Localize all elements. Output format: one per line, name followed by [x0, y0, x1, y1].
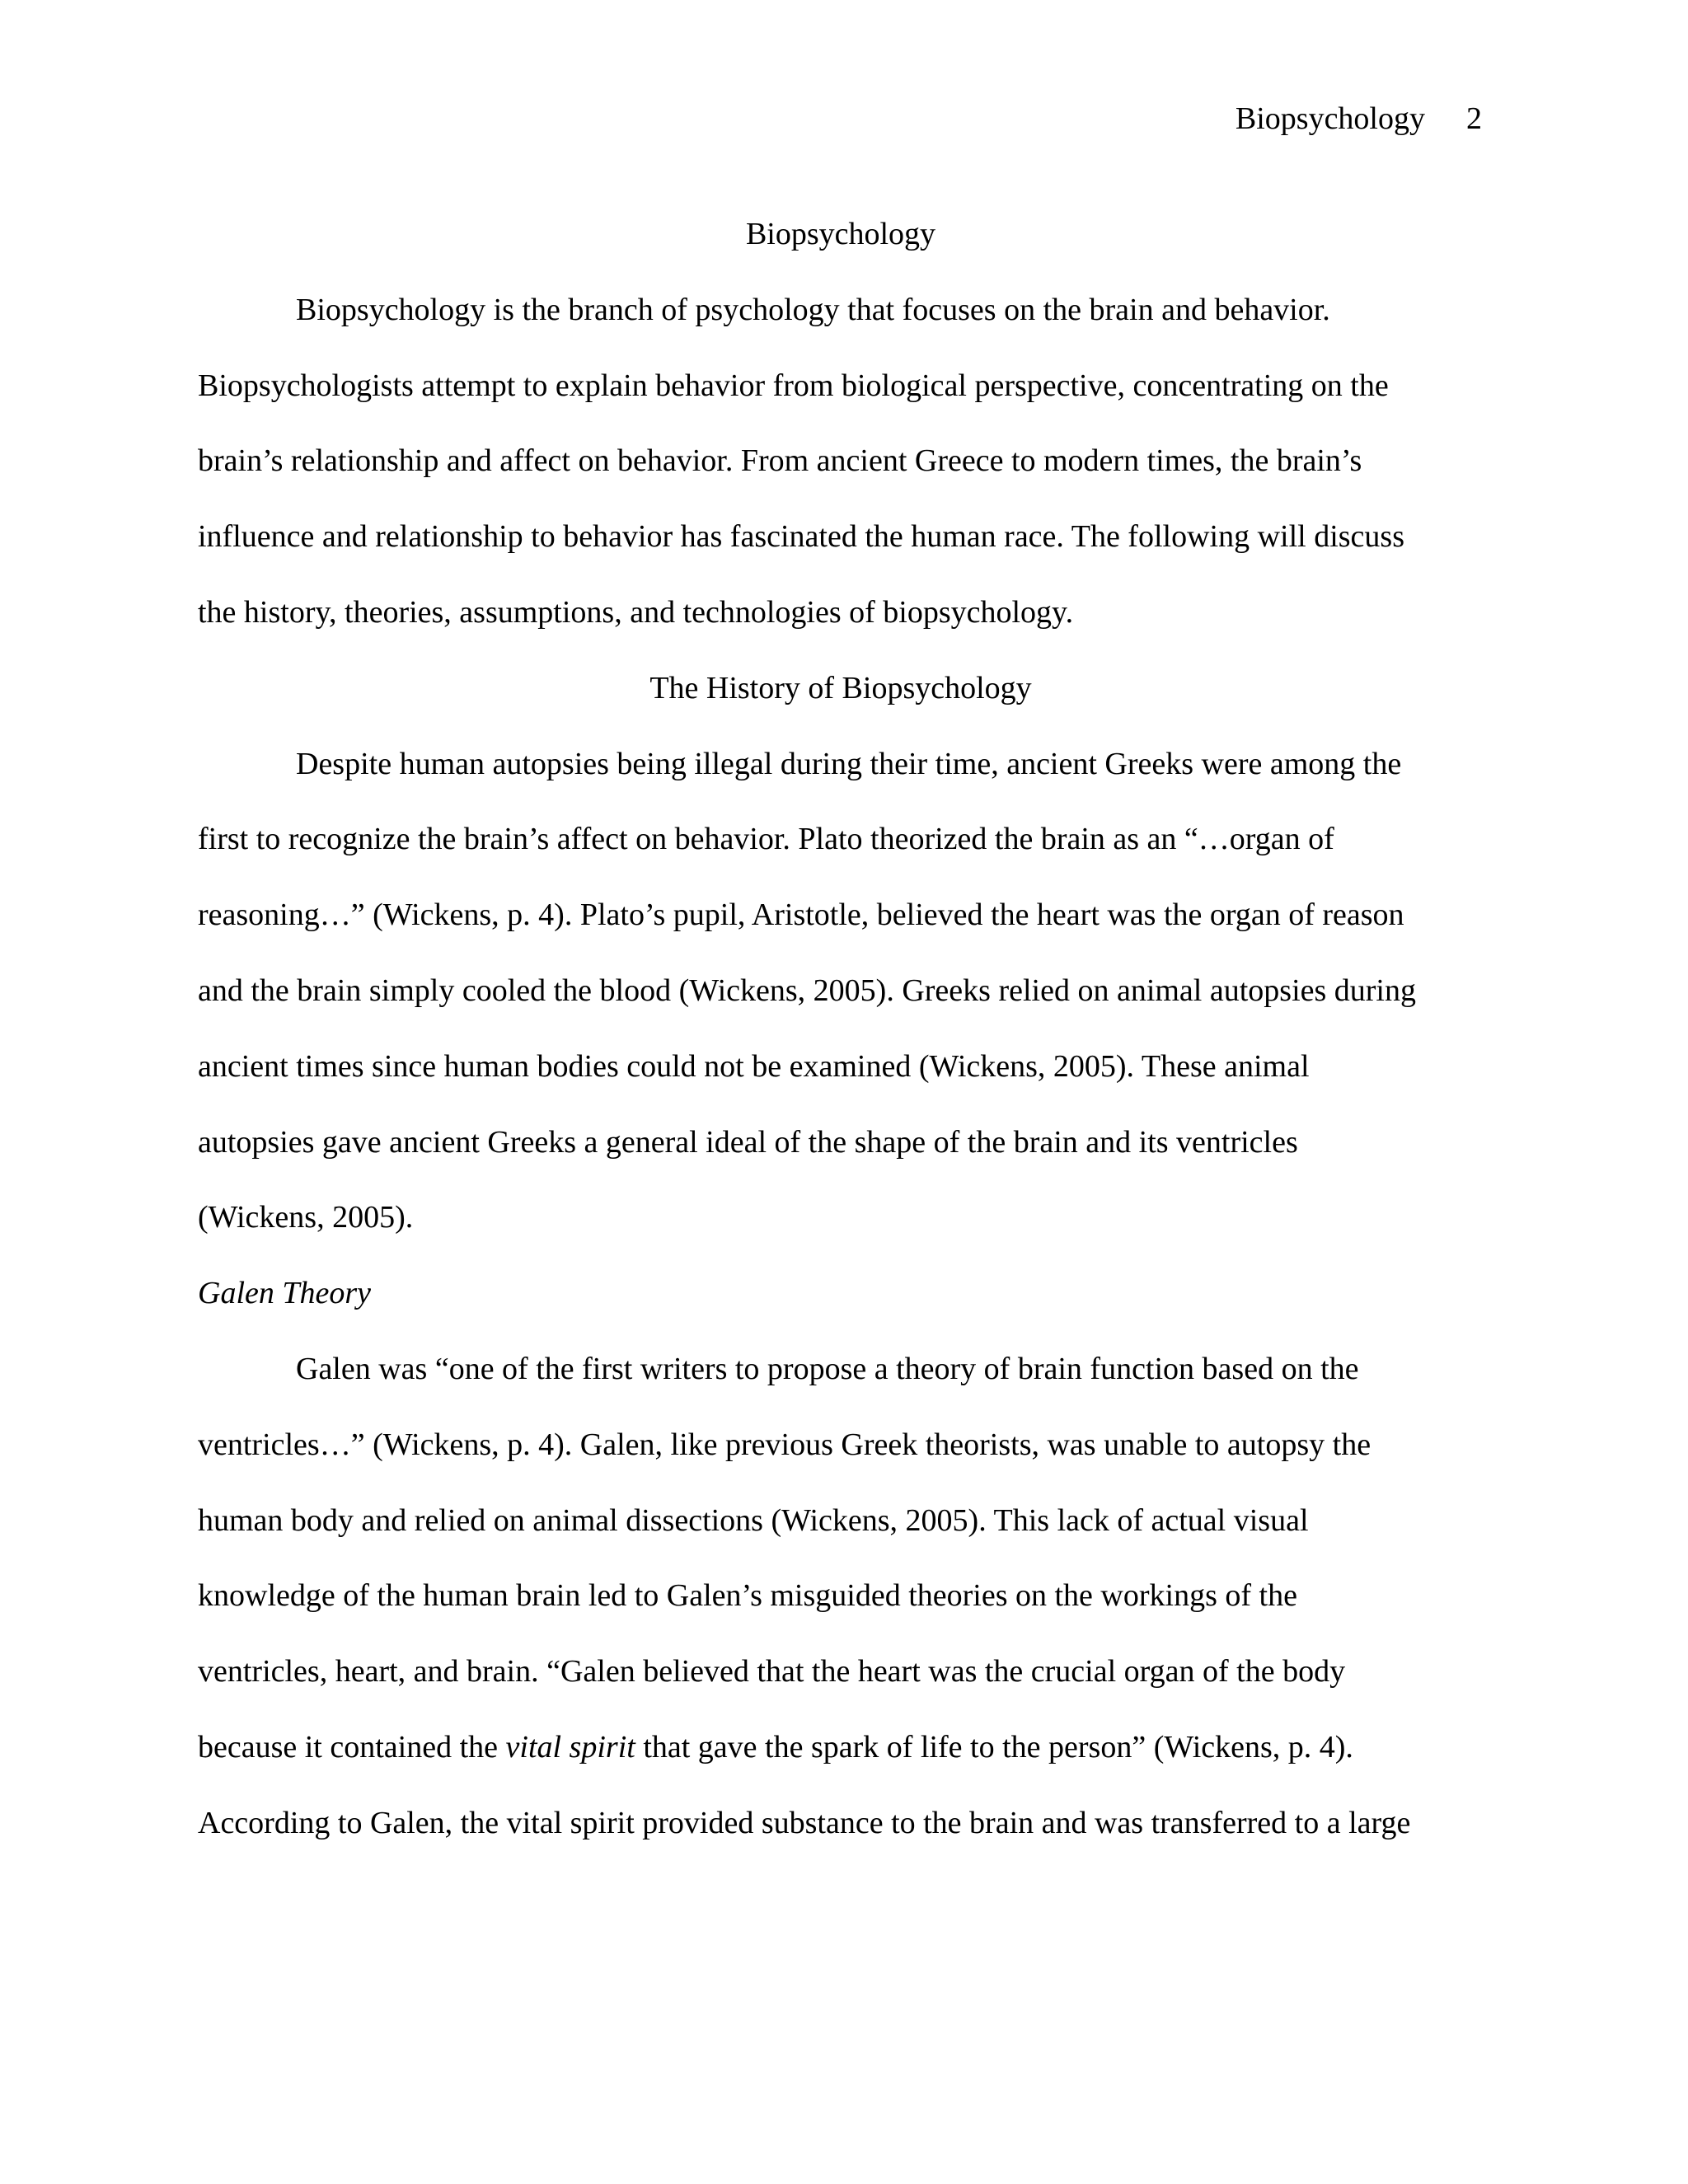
history-paragraph [198, 727, 1484, 1257]
text-line: brain’s relationship and affect on behavior. From ancient Greece to modern times, the brain’s [198, 443, 1362, 479]
running-head-title: Biopsychology [1235, 101, 1425, 136]
page-number: 2 [1466, 101, 1482, 136]
text-run: because it contained the [198, 1729, 506, 1765]
text-line: ventricles, heart, and brain. “Galen believed that the heart was the crucial organ of the body [198, 1654, 1346, 1690]
body-text [198, 197, 1484, 1862]
section-heading-history: The History of Biopsychology [649, 670, 1032, 705]
text-line: knowledge of the human brain led to Galen’s misguided theories on the workings of the [198, 1578, 1297, 1614]
text-line: Biopsychology is the branch of psychology that focuses on the brain and behavior. [296, 292, 1330, 327]
text-line: influence and relationship to behavior has fascinated the human race. The following will discuss [198, 519, 1404, 555]
subsection-heading-galen: Galen Theory [198, 1276, 372, 1311]
text-line: reasoning…” (Wickens, p. 4). Plato’s pupil, Aristotle, believed the heart was the organ of reason [198, 898, 1404, 933]
text-line: According to Galen, the vital spirit provided substance to the brain and was transferred to a large [198, 1805, 1411, 1840]
text-line: Galen was “one of the first writers to propose a theory of brain function based on the [296, 1351, 1359, 1386]
galen-paragraph [198, 1332, 1484, 1862]
text-line: ancient times since human bodies could not be examined (Wickens, 2005). These animal [198, 1048, 1310, 1084]
document-title: Biopsychology [745, 217, 936, 251]
text-line [198, 1710, 1484, 1786]
text-line: human body and relied on animal dissections (Wickens, 2005). This lack of actual visual [198, 1502, 1309, 1538]
text-line: Biopsychologists attempt to explain behavior from biological perspective, concentrating on the [198, 368, 1389, 403]
text-line: Despite human autopsies being illegal during their time, ancient Greeks were among the [296, 746, 1402, 781]
text-line: ventricles…” (Wickens, p. 4). Galen, like previous Greek theorists, was unable to autopsy the [198, 1427, 1372, 1462]
text-line: autopsies gave ancient Greeks a general ideal of the shape of the brain and its ventricles [198, 1124, 1298, 1160]
text-run: that gave the spark of life to the person” (Wickens, p. 4). [635, 1729, 1353, 1765]
text-line: the history, theories, assumptions, and technologies of biopsychology. [198, 594, 1074, 630]
text-line: first to recognize the brain’s affect on behavior. Plato theorized the brain as an “…organ of [198, 822, 1334, 857]
text-line: and the brain simply cooled the blood (Wickens, 2005). Greeks relied on animal autopsies during [198, 972, 1416, 1008]
italic-term: vital spirit [505, 1729, 635, 1765]
running-head [1236, 99, 1482, 138]
text-line: (Wickens, 2005). [198, 1200, 414, 1235]
intro-paragraph [198, 273, 1484, 651]
